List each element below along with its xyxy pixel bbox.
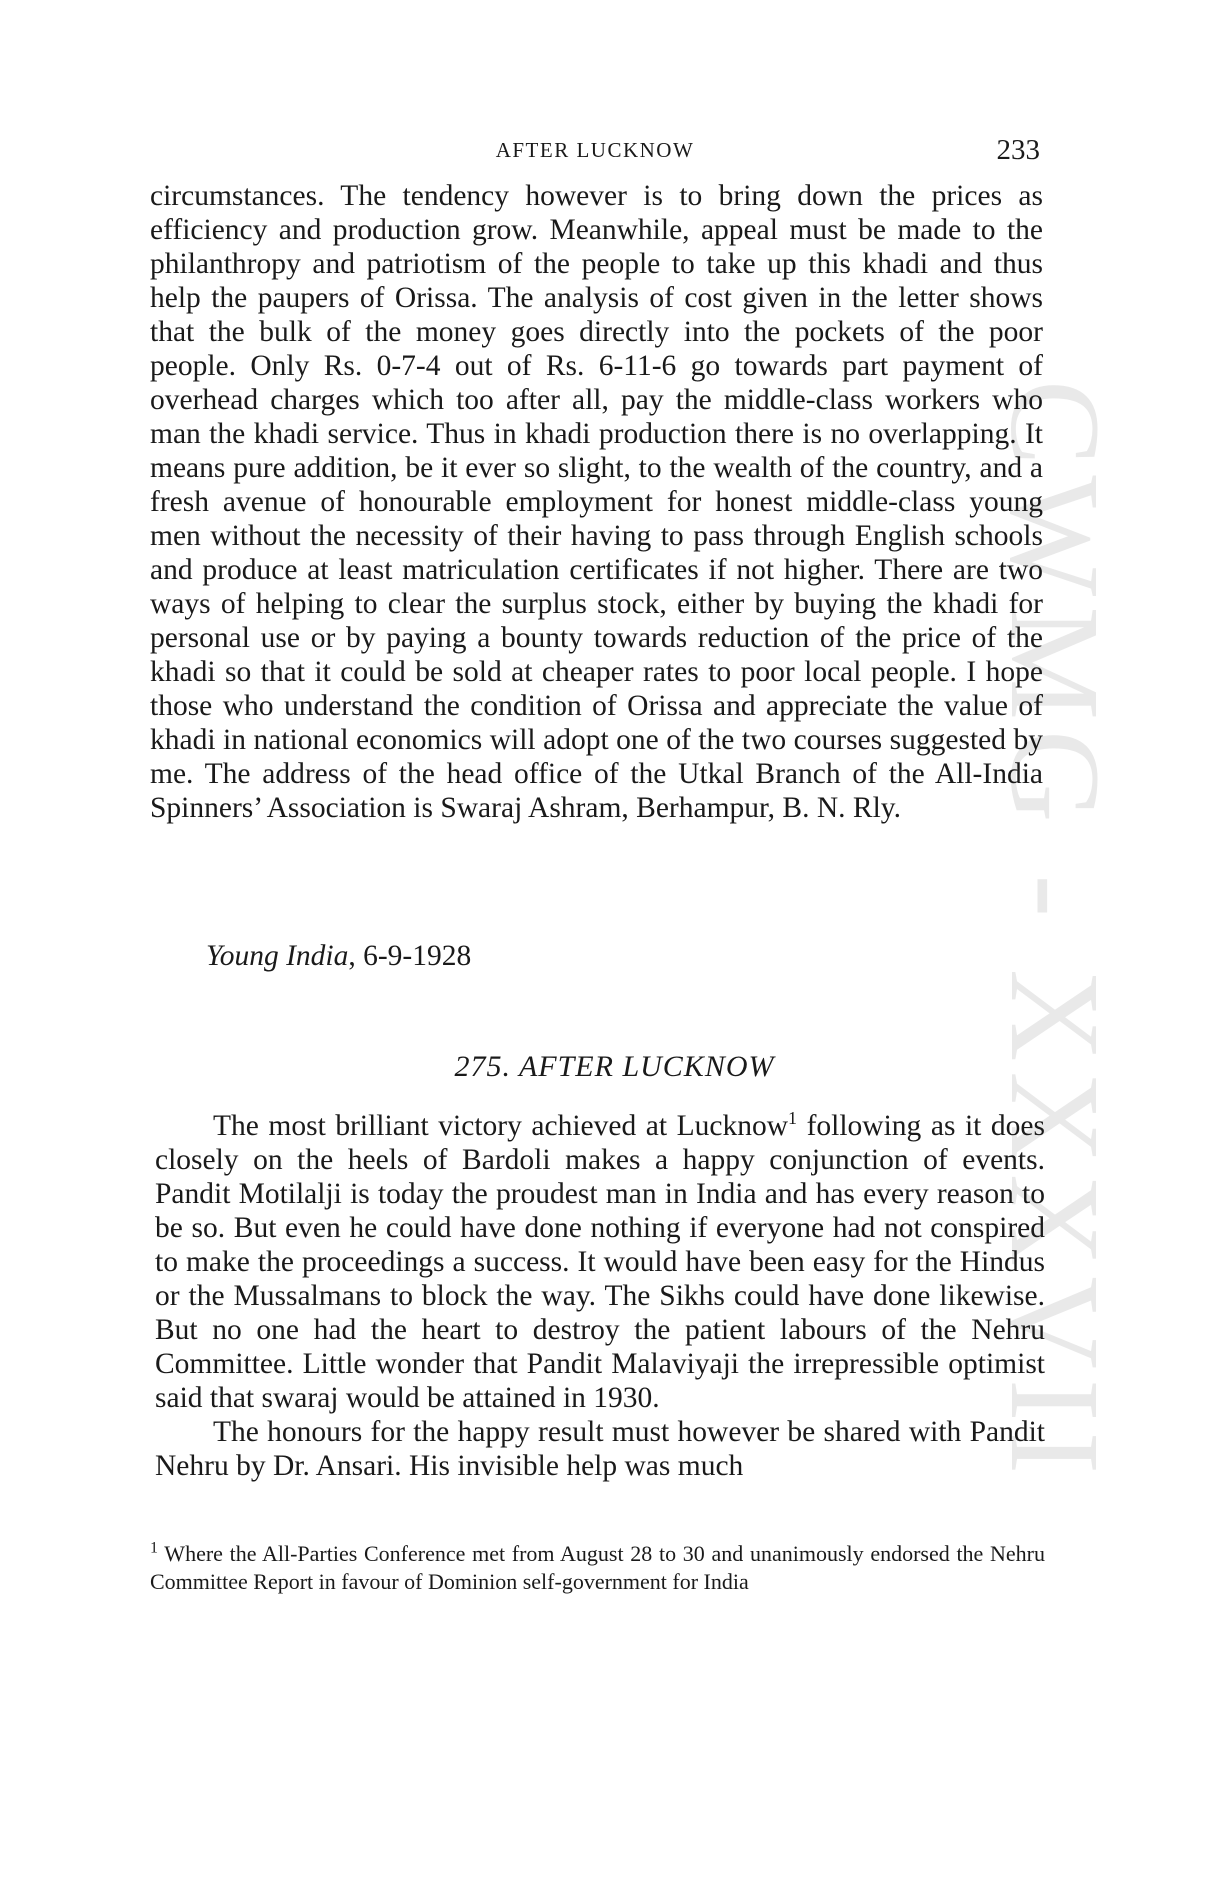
- footnote-mark: 1: [150, 1539, 158, 1557]
- footnote-paragraph: [150, 1540, 1045, 1596]
- paragraph-1-rest: following as it does closely on the heels of Bardoli makes a happy conjunction of events. Pandit Motilalji is today the proudest man in India and has every reason to be so. But even he could have done nothing if everyone had not conspired to make the proceedings a success. It would have been easy for the Hindus or the Mussalmans to block the way. The Sikhs could have done likewise. But no one had the heart to destroy the patient labours of the Nehru Committee. Little wonder that Pandit Malaviyaji the irrepressible optimist said that swaraj would be attained in 1930.: [155, 1110, 1045, 1414]
- article-paragraph-2: The honours for the happy result must however be shared with Pandit Nehru by Dr. Ansari. His invisible help was much: [155, 1416, 1045, 1482]
- article-paragraph-1: [155, 1109, 1045, 1415]
- paragraph-1-start: The most brilliant victory achieved at Lucknow: [213, 1110, 789, 1142]
- article-heading: 275. AFTER LUCKNOW: [454, 1050, 775, 1083]
- watermark-text: CWMG - XXXVII: [984, 380, 1126, 1485]
- source-date: , 6-9-1928: [348, 940, 472, 972]
- source-citation: [206, 940, 471, 973]
- continued-paragraph-block: [150, 179, 1043, 825]
- footnote-reference: 1: [788, 1108, 798, 1129]
- article-body: [155, 1109, 1045, 1483]
- running-head: [150, 134, 1040, 174]
- source-publication: Young India: [206, 940, 349, 972]
- footnote: [150, 1540, 1045, 1596]
- running-title: AFTER LUCKNOW: [495, 138, 695, 162]
- footnote-text: Where the All-Parties Conference met from August 28 to 30 and unanimously endorsed the Nehru Committee Report in favour of Dominion self-government for India: [150, 1541, 1045, 1594]
- page-number: 233: [996, 134, 1040, 166]
- continued-paragraph: circumstances. The tendency however is to bring down the prices as efficiency and production grow. Meanwhile, appeal must be made to the philanthropy and patriotism of the people to take up this khadi and thus help the paupers of Orissa. The analysis of cost given in the letter shows that the bulk of the money goes directly into the pockets of the poor people. Only Rs. 0-7-4 out of Rs. 6-11-6 go towards part payment of overhead charges which too after all, pay the middle-class workers who man the khadi service. Thus in khadi production there is no overlapping. It means pure addition, be it ever so slight, to the wealth of the country, and a fresh avenue of honourable employment for honest middle-class young men without the necessity of their having to pass through English schools and produce at least matriculation certificates if not higher. There are two ways of helping to clear the surplus stock, either by buying the khadi for personal use or by paying a bounty towards reduction of the price of the khadi so that it could be sold at cheaper rates to poor local people. I hope those who understand the condition of Orissa and appreciate the value of khadi in national economics will adopt one of the two courses suggested by me. The address of the head office of the Utkal Branch of the All-India Spinners’ Association is Swaraj Ashram, Berhampur, B. N. Rly.: [150, 180, 1043, 824]
